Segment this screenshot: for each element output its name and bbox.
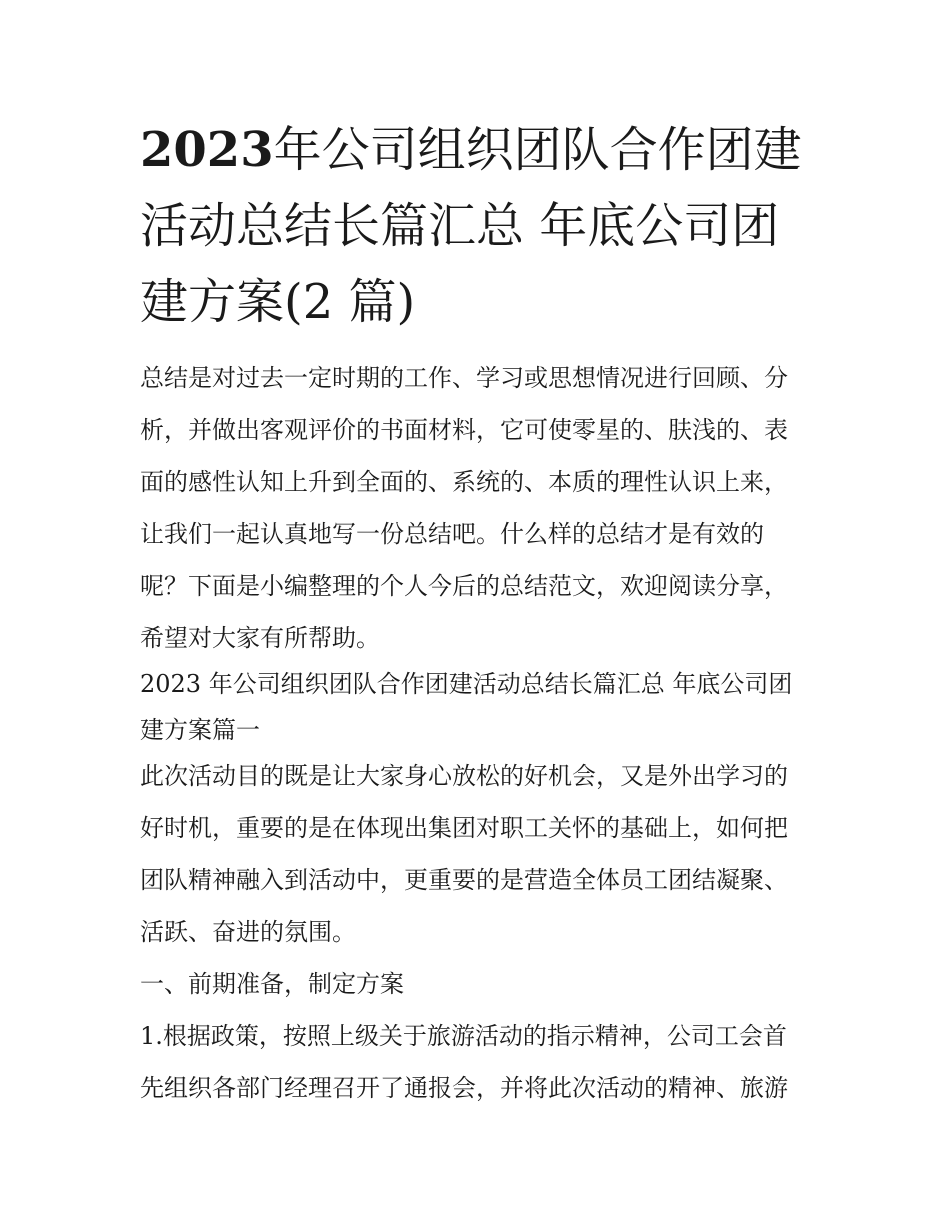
intro-paragraph	[140, 356, 830, 662]
intro-line: 面的感性认知上升到全面的、系统的、本质的理性认识上来，	[140, 468, 788, 496]
title-line-3-text: 建方案(2 篇)	[140, 274, 416, 330]
paragraph-2	[140, 1014, 830, 1118]
section-subtitle	[140, 662, 830, 754]
subtitle-line: 2023 年公司组织团队合作团建活动总结长篇汇总 年底公司团	[140, 670, 793, 698]
paragraph-line: 1.根据政策，按照上级关于旅游活动的指示精神，公司工会首	[140, 1022, 787, 1050]
intro-line: 呢？下面是小编整理的个人今后的总结范文，欢迎阅读分享，	[140, 572, 788, 600]
paragraph-line: 团队精神融入到活动中，更重要的是营造全体员工团结凝聚、	[140, 866, 788, 894]
document-title	[140, 112, 820, 340]
title-line-3	[140, 264, 820, 340]
title-line-2	[140, 188, 820, 264]
paragraph-line: 此次活动目的既是让大家身心放松的好机会，又是外出学习的	[140, 762, 788, 790]
title-line-1	[140, 112, 820, 188]
title-year: 2023	[140, 122, 274, 178]
subtitle-line: 建方案篇一	[140, 716, 260, 744]
paragraph-line: 先组织各部门经理召开了通报会，并将此次活动的精神、旅游	[140, 1074, 788, 1102]
intro-line: 总结是对过去一定时期的工作、学习或思想情况进行回顾、分	[140, 364, 788, 392]
intro-line: 让我们一起认真地写一份总结吧。什么样的总结才是有效的	[140, 520, 764, 548]
title-line-2-text: 活动总结长篇汇总 年底公司团	[140, 198, 780, 254]
section-heading: 一、前期准备，制定方案	[140, 970, 404, 998]
paragraph-1	[140, 754, 830, 962]
intro-line: 希望对大家有所帮助。	[140, 624, 380, 652]
intro-line: 析，并做出客观评价的书面材料，它可使零星的、肤浅的、表	[140, 416, 788, 444]
paragraph-line: 好时机，重要的是在体现出集团对职工关怀的基础上，如何把	[140, 814, 788, 842]
title-line-1-text: 年公司组织团队合作团建	[273, 122, 802, 178]
paragraph-line: 活跃、奋进的氛围。	[140, 918, 356, 946]
section-heading-block	[140, 962, 830, 1014]
document-body	[140, 356, 830, 1118]
